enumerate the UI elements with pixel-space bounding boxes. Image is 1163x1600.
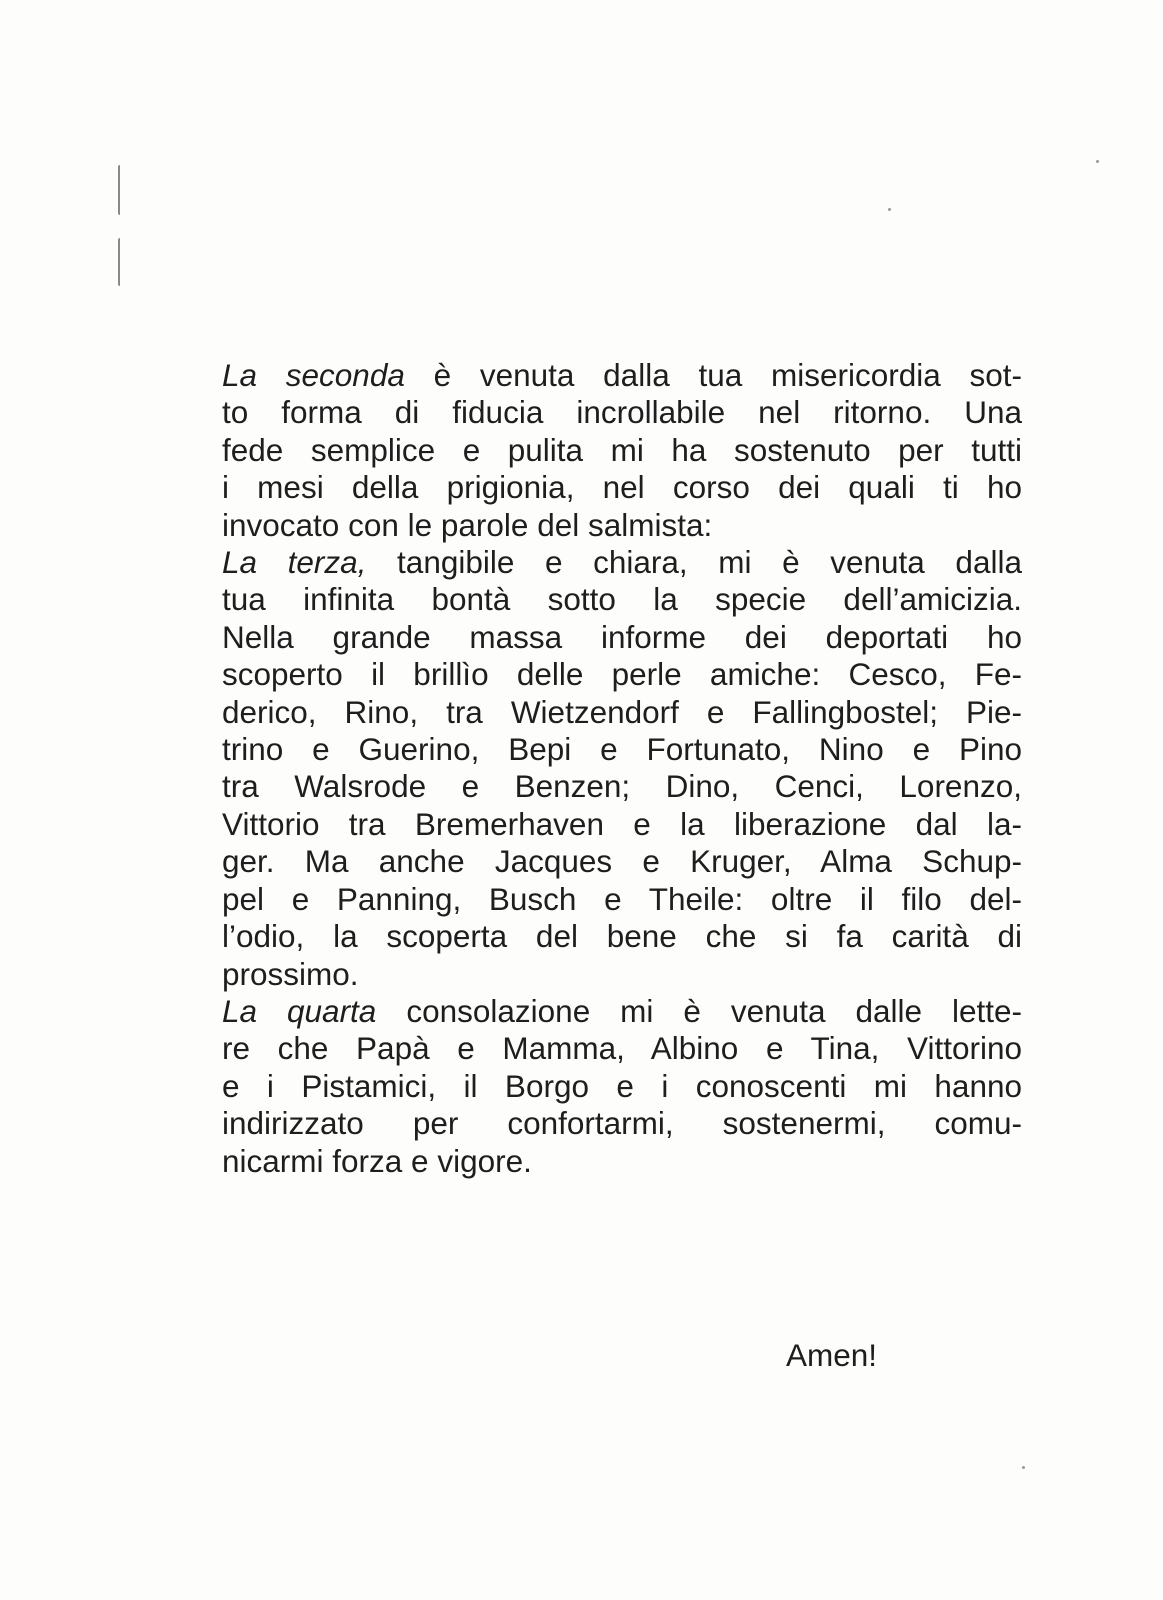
paragraph-second-line-2: to forma di fiducia incrollabile nel ritorno. Una (222, 394, 1022, 431)
paragraph-third-line-6: trino e Guerino, Bepi e Fortunato, Nino e Pino (222, 731, 1022, 768)
scan-speck (1022, 1466, 1025, 1469)
paragraph-third-line-12: prossimo. (222, 955, 359, 992)
paragraph-third-line-7: tra Walsrode e Benzen; Dino, Cenci, Lorenzo, (222, 768, 1022, 805)
paragraph-third-line-11: l’odio, la scoperta del bene che si fa carità di (222, 918, 1022, 955)
paragraph-third-line-2: tua infinita bontà sotto la specie dell’amicizia. (222, 581, 1022, 618)
paragraph-third-line-9: ger. Ma anche Jacques e Kruger, Alma Schup- (222, 843, 1022, 880)
lead-third: La terza, (222, 544, 367, 581)
paragraph-third-line-1: La terza, tangibile e chiara, mi è venuta dalla (222, 544, 1022, 581)
paragraph-second-line-4: i mesi della prigionia, nel corso dei quali ti ho (222, 469, 1022, 506)
paragraph-fourth-line-1: La quarta consolazione mi è venuta dalle lette- (222, 992, 1022, 1029)
scan-speck (1096, 160, 1099, 163)
paragraph-third-line-8: Vittorio tra Bremerhaven e la liberazione dal la- (222, 805, 1022, 842)
paragraph-fourth-line-3: e i Pistamici, il Borgo e i conoscenti mi hanno (222, 1067, 1022, 1104)
paragraph-third-line-10: pel e Panning, Busch e Theile: oltre il filo del- (222, 880, 1022, 917)
paragraph-fourth-line-2: re che Papà e Mamma, Albino e Tina, Vittorino (222, 1030, 1022, 1067)
paragraph-third-line-3: Nella grande massa informe dei deportati ho (222, 618, 1022, 655)
paragraph-second-line-1: La seconda è venuta dalla tua misericordia sot- (222, 357, 1022, 393)
scan-speck (888, 208, 891, 211)
paragraph-third-line-5: derico, Rino, tra Wietzendorf e Fallingbostel; Pie- (222, 693, 1022, 730)
paragraph-fourth-line-5: nicarmi forza e vigore. (222, 1142, 532, 1179)
body-text (222, 357, 1022, 1180)
binding-mark (118, 165, 126, 215)
paragraph-second-line-5: invocato con le parole del salmista: (222, 506, 713, 543)
paragraph-second-line-3: fede semplice e pulita mi ha sostenuto per tutti (222, 431, 1022, 468)
closing-amen: Amen! (786, 1337, 878, 1373)
paragraph-third-line-4: scoperto il brillìo delle perle amiche: Cesco, Fe- (222, 656, 1022, 693)
lead-fourth: La quarta (222, 992, 377, 1029)
lead-second: La seconda (222, 357, 405, 393)
paragraph-fourth-line-4: indirizzato per confortarmi, sostenermi, comu- (222, 1105, 1022, 1142)
binding-mark (118, 238, 126, 286)
